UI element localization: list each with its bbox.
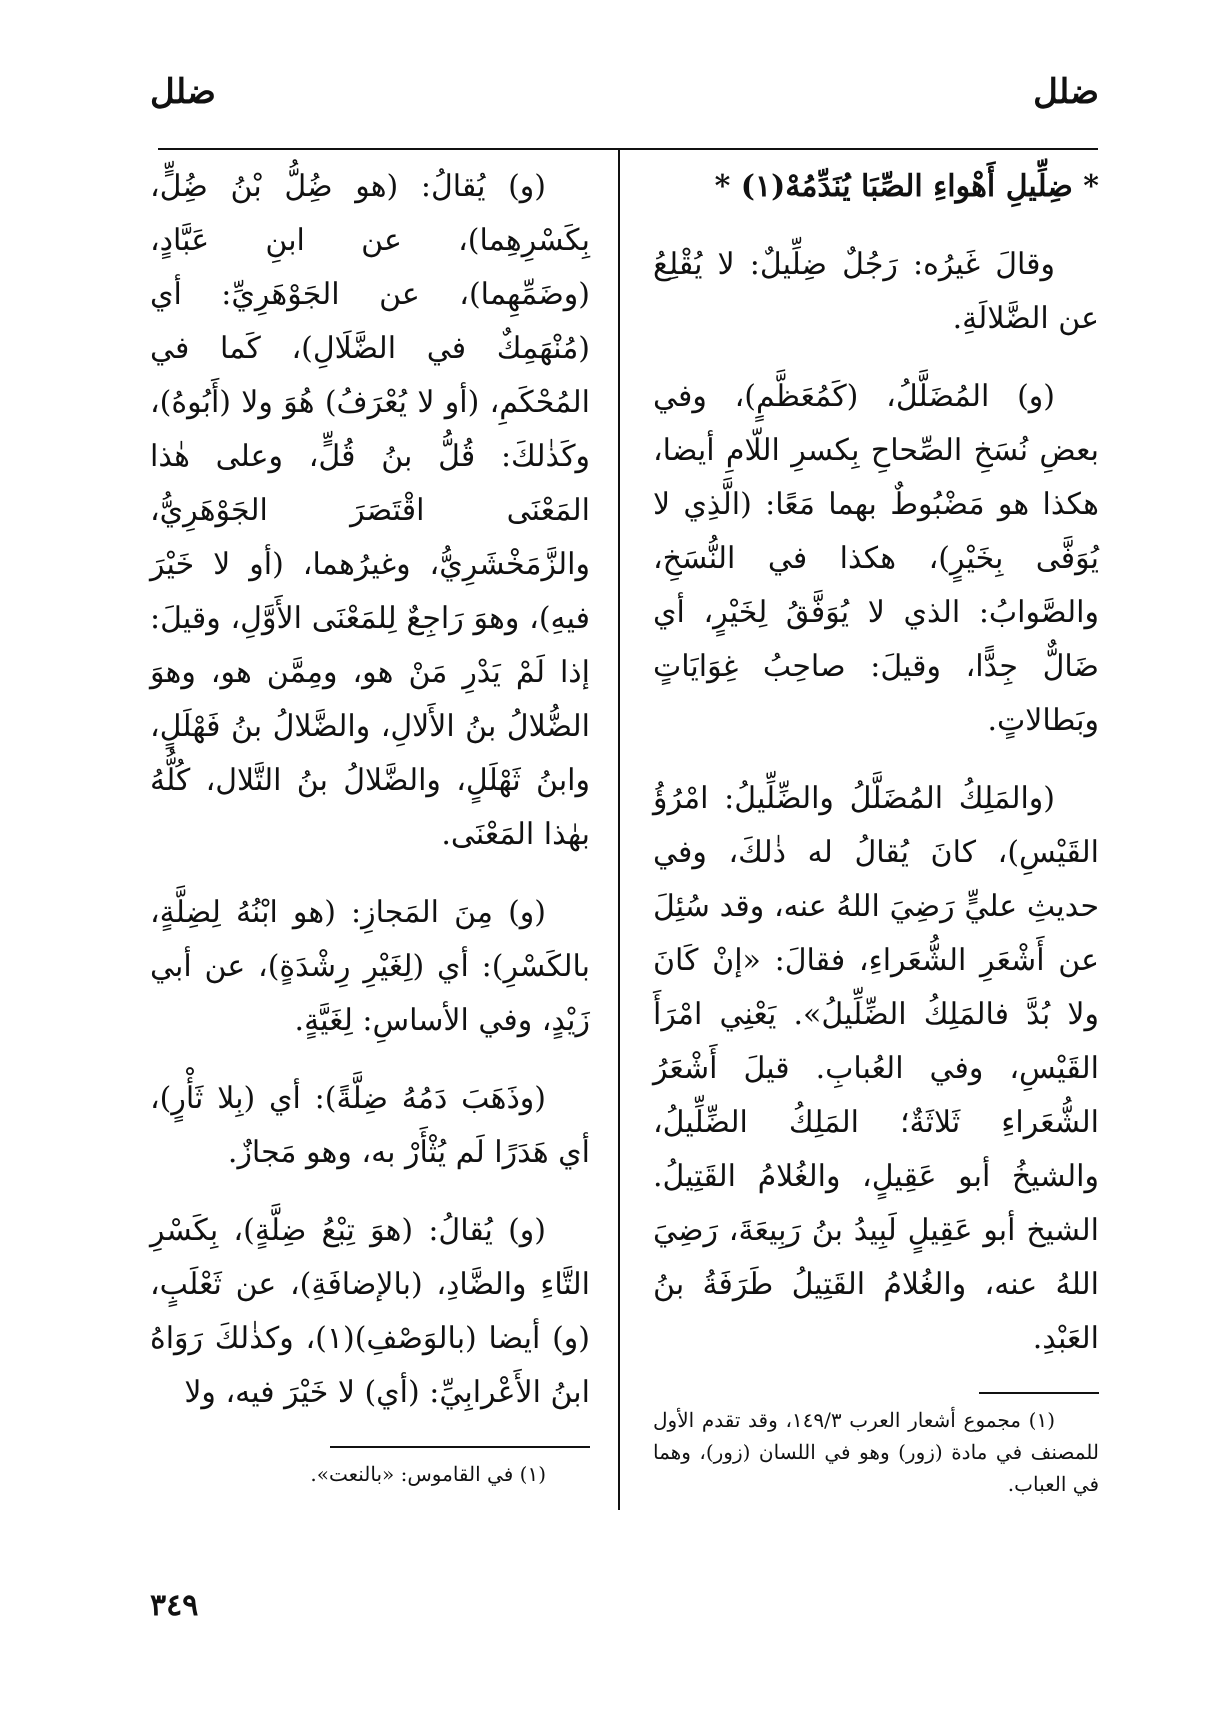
- header-word-right: ضلل: [1033, 72, 1099, 112]
- page-number: ٣٤٩: [150, 1588, 199, 1623]
- verse-line: * ضِلِّيلِ أَهْواءِ الصِّبَا يُنَدِّمُهْ(١) *: [714, 169, 1099, 204]
- header-word-left: ضلل: [150, 72, 216, 112]
- column-divider: [618, 150, 620, 1510]
- paragraph: وقالَ غَيرُه: رَجُلٌ ضِلِّيلٌ: لا يُقْلِعُ عن الضَّلالَةِ.: [653, 247, 1099, 336]
- paragraph: (وذَهَبَ دَمُهُ ضِلَّةً): أي (بِلا ثَأْرٍ)، أي هَدَرًا لَم يُثْأَرْ به، وهو مَجازٌ.: [150, 1081, 590, 1170]
- left-column: [150, 160, 590, 1514]
- paragraph: (والمَلِكُ المُضَلَّلُ والضِّلِّيلُ: امْرُؤُ القَيْسِ)، كانَ يُقالُ له ذٰلكَ، وفي حديثِ عليٍّ رَضِيَ اللهُ عنه، وقد سُئِلَ عن أَشْعَرِ الشُّعَراءِ، فقالَ: «إنْ كَانَ ولا بُدَّ فالمَلِكُ الضِّلِّيلُ». يَعْنِي امْرَأَ القَيْسِ، وفي العُبابِ. قيلَ أَشْعَرُ الشُّعَراءِ ثَلاثَةٌ؛ المَلِكُ الضِّلِّيلُ، والشيخُ أبو عَقِيلٍ، والغُلامُ القَتِيلُ. الشيخ أبو عَقِيلٍ لَبِيدُ بنُ رَبِيعَةَ، رَضِيَ اللهُ عنه، والغُلامُ القَتِيلُ طَرَفَةُ بنُ العَبْدِ.: [653, 781, 1099, 1356]
- header-rule: [158, 148, 1098, 150]
- paragraph: (و) يُقالُ: (هوَ تِبْعُ ضِلَّةٍ)، بِكَسْرِ التَّاءِ والضَّادِ، (بالإضافَةِ)، عن ثَعْلَبٍ، (و) أيضا (بالوَصْفِ)(١)، وكذٰلكَ رَوَاهُ ابنُ الأَعْرابِيِّ: (أي) لا خَيْرَ فيه، ولا: [150, 1213, 590, 1410]
- right-column: [653, 160, 1099, 1524]
- footnote: (١) مجموع أشعار العرب ١٤٩/٣، وقد تقدم الأول للمصنف في مادة (زور) وهو في اللسان (زور)، وهما في العباب.: [653, 1408, 1099, 1496]
- footnote-rule: [330, 1446, 590, 1448]
- footnote-rule: [979, 1392, 1099, 1394]
- paragraph: (و) مِنَ المَجازِ: (هو ابْنُهُ لِضِلَّةٍ، بالكَسْرِ): أي (لِغَيْرِ رِشْدَةٍ)، عن أبي زَيْدٍ، وفي الأساسِ: لِغَيَّةٍ.: [150, 895, 590, 1038]
- paragraph: (و) يُقالُ: (هو ضُِلُّ بْنُ ضُِلٍّ، بِكَسْرِهِما)، عن ابنِ عَبَّادٍ، (وضَمِّهِما)، عن الجَوْهَرِيِّ: أي (مُنْهَمِكٌ في الضَّلَالِ)، كَما في المُحْكَمِ، (أو لا يُعْرَفُ) هُوَ ولا (أَبُوهُ)، وكَذٰلكَ: قُلُّ بنُ قُلٍّ، وعلى هٰذا المَعْنَى اقْتَصَرَ الجَوْهَرِيُّ، والزَّمَخْشَرِيُّ، وغيرُهما، (أو لا خَيْرَ فيهِ)، وهوَ رَاجِعٌ لِلمَعْنَى الأَوَّلِ، وقيلَ: إذا لَمْ يَدْرِ مَنْ هو، ومِمَّن هو، وهوَ الضُّلالُ بنُ الأَلالِ، والضَّلالُ بنُ فَهْلَلٍ، وابنُ ثَهْلَلٍ، والضَّلالُ بنُ التَّلال، كُلُّهُ بهٰذا المَعْنَى.: [150, 169, 590, 852]
- paragraph: (و) المُضَلَّلُ، (كَمُعَظَّمٍ)، وفي بعضِ نُسَخِ الصِّحاحِ بِكسرِ اللّامِ أيضا، هكذا هو مَضْبُوطٌ بهما مَعًا: (الَّذِي لا يُوَفَّى بِخَيْرٍ)، هكذا في النُّسَخِ، والصَّوابُ: الذي لا يُوَفَّقُ لِخَيْرٍ، أي ضَالٌّ جِدًّا، وقيلَ: صاحِبُ غِوَايَاتٍ وبَطالاتٍ.: [653, 379, 1099, 738]
- footnote: (١) في القاموس: «بالنعت».: [310, 1462, 546, 1486]
